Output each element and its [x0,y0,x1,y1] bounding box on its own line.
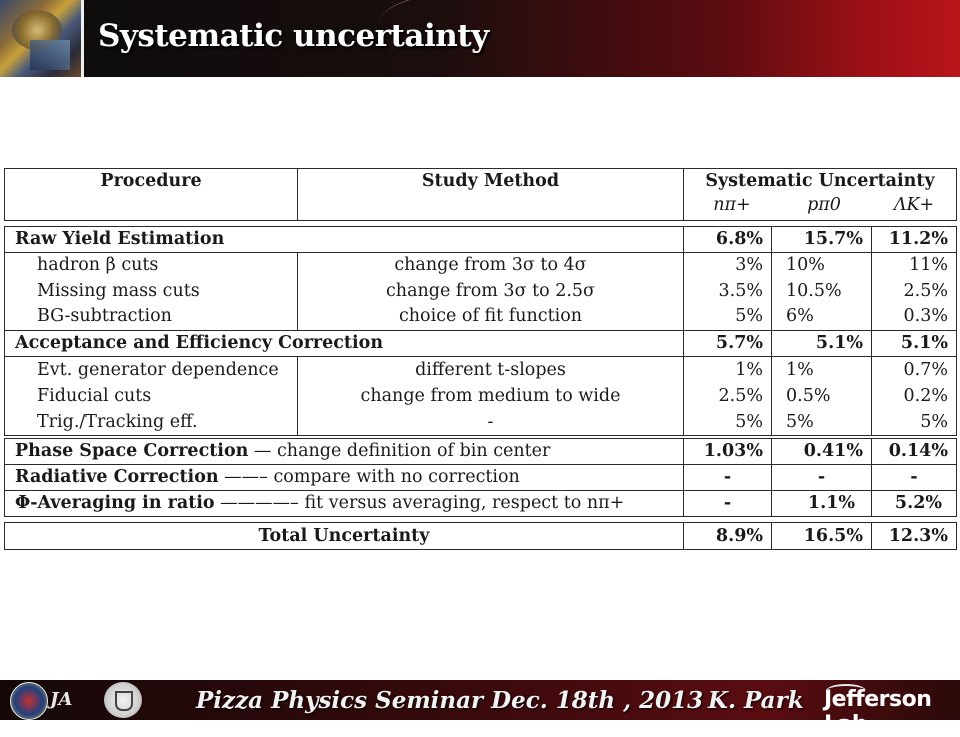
phase-space-n-pi-cell [683,438,772,465]
raw-yield-label: Raw Yield Estimation [15,229,225,249]
acceptance-row [4,330,684,357]
item-value: 1% [735,360,763,380]
acceptance-n-pi-cell [683,330,772,357]
phase-space-label: Phase Space Correction [15,441,249,461]
header-study-method-cell [297,168,684,221]
item-method: different t-slopes [415,360,566,380]
item-value: 5% [735,306,763,326]
phase-space-row [4,438,684,465]
item-procedure: Trig./Tracking eff. [37,412,198,432]
ja-logo: JA [50,689,73,710]
phase-space-dash: — [248,441,277,461]
phi-averaging-p-pi-cell [771,490,872,517]
header-procedure: Procedure [100,171,202,191]
phi-averaging-row [4,490,684,517]
item-value: 6% [786,306,814,326]
radiative-method: compare with no correction [273,467,520,487]
item-procedure: hadron β cuts [37,255,159,275]
radiative-p-pi-cell [771,464,872,491]
item-value: 10% [786,255,825,275]
total-p-pi: 16.5% [803,526,863,546]
item-value: 0.5% [786,386,831,406]
item-value: 0.3% [903,306,948,326]
item-value: 2.5% [718,386,763,406]
total-row [4,522,684,550]
total-label: Total Uncertainty [258,526,430,546]
jefferson-lab-logo: Jefferson Lab [824,687,932,737]
seminar-text: Pizza Physics Seminar Dec. 18th , 2013 [196,687,704,714]
item-value: 5% [735,412,763,432]
phase-space-method: change definition of bin center [277,441,551,461]
slide-title: Systematic uncertainty [98,18,489,54]
header-systematic-cell [683,168,957,221]
radiative-lambda-k: - [910,467,918,487]
phase-space-p-pi: 0.41% [803,441,863,461]
acceptance-n-pi: 5.7% [715,333,763,353]
item-value: 3% [735,255,763,275]
radiative-n-pi: - [723,467,732,487]
phase-space-lambda-k: 0.14% [888,441,948,461]
acceptance-items-procedure [4,356,298,436]
item-value: 5% [786,412,814,432]
item-value: 10.5% [786,281,842,301]
phi-averaging-label: Φ-Averaging in ratio [15,493,215,513]
phase-space-lambda-k-cell [871,438,957,465]
item-value: 11% [909,255,948,275]
raw-yield-lambda-k: 11.2% [888,229,948,249]
item-value: 2.5% [903,281,948,301]
raw-yield-items-procedure [4,252,298,331]
item-procedure: BG-subtraction [37,306,172,326]
acceptance-items-lambda-k [871,356,957,436]
header-systematic: Systematic Uncertainty [705,171,935,191]
phi-averaging-dash: ————– [214,493,305,513]
raw-yield-p-pi-cell [771,226,872,253]
slide-footer [0,680,960,737]
radiative-p-pi: - [817,467,826,487]
item-procedure: Evt. generator dependence [37,360,279,380]
phi-averaging-p-pi: 1.1% [807,493,855,513]
author-name: K. Park [708,687,804,714]
raw-yield-items-p-pi [771,252,872,331]
acceptance-items-n-pi [683,356,772,436]
item-method: change from 3σ to 2.5σ [386,281,595,301]
total-lambda-k: 12.3% [888,526,948,546]
total-n-pi: 8.9% [715,526,763,546]
detector-photo [0,0,84,77]
total-lambda-k-cell [871,522,957,550]
item-value: 0.2% [903,386,948,406]
total-n-pi-cell [683,522,772,550]
header-procedure-cell [4,168,298,221]
radiative-lambda-k-cell [871,464,957,491]
radiative-n-pi-cell [683,464,772,491]
radiative-label: Radiative Correction [15,467,219,487]
item-value: 0.7% [903,360,948,380]
acceptance-items-method [297,356,684,436]
item-procedure: Fiducial cuts [37,386,152,406]
header-channel-n-pi: nπ+ [713,195,751,215]
raw-yield-row [4,226,684,253]
acceptance-label: Acceptance and Efficiency Correction [15,333,384,353]
slide-header [0,0,960,77]
item-method: change from medium to wide [360,386,621,406]
raw-yield-p-pi: 15.7% [803,229,863,249]
phi-averaging-lambda-k-cell [871,490,957,517]
item-method: change from 3σ to 4σ [394,255,587,275]
university-crest-logo [104,682,142,718]
phi-averaging-n-pi: - [723,493,732,513]
phase-space-p-pi-cell [771,438,872,465]
item-method: - [487,412,494,432]
acceptance-p-pi: 5.1% [815,333,863,353]
acceptance-p-pi-cell [771,330,872,357]
phi-averaging-n-pi-cell [683,490,772,517]
item-value: 3.5% [718,281,763,301]
raw-yield-n-pi-cell [683,226,772,253]
acceptance-lambda-k: 5.1% [900,333,948,353]
raw-yield-items-method [297,252,684,331]
raw-yield-items-n-pi [683,252,772,331]
raw-yield-lambda-k-cell [871,226,957,253]
radiative-row [4,464,684,491]
acceptance-lambda-k-cell [871,330,957,357]
header-study-method: Study Method [421,171,560,191]
item-value: 5% [920,412,948,432]
institution-seal-logo [10,682,48,720]
total-p-pi-cell [771,522,872,550]
item-procedure: Missing mass cuts [37,281,200,301]
item-value: 1% [786,360,814,380]
phi-averaging-method: fit versus averaging, respect to nπ+ [304,493,625,513]
raw-yield-n-pi: 6.8% [715,229,763,249]
phi-averaging-lambda-k: 5.2% [894,493,942,513]
raw-yield-items-lambda-k [871,252,957,331]
header-channel-lambda-k: ΛK+ [893,195,935,215]
header-channel-p-pi: pπ0 [807,195,841,215]
systematic-uncertainty-table [4,168,957,550]
radiative-dash: ——– [218,467,274,487]
phase-space-n-pi: 1.03% [703,441,763,461]
item-method: choice of fit function [398,306,583,326]
acceptance-items-p-pi [771,356,872,436]
